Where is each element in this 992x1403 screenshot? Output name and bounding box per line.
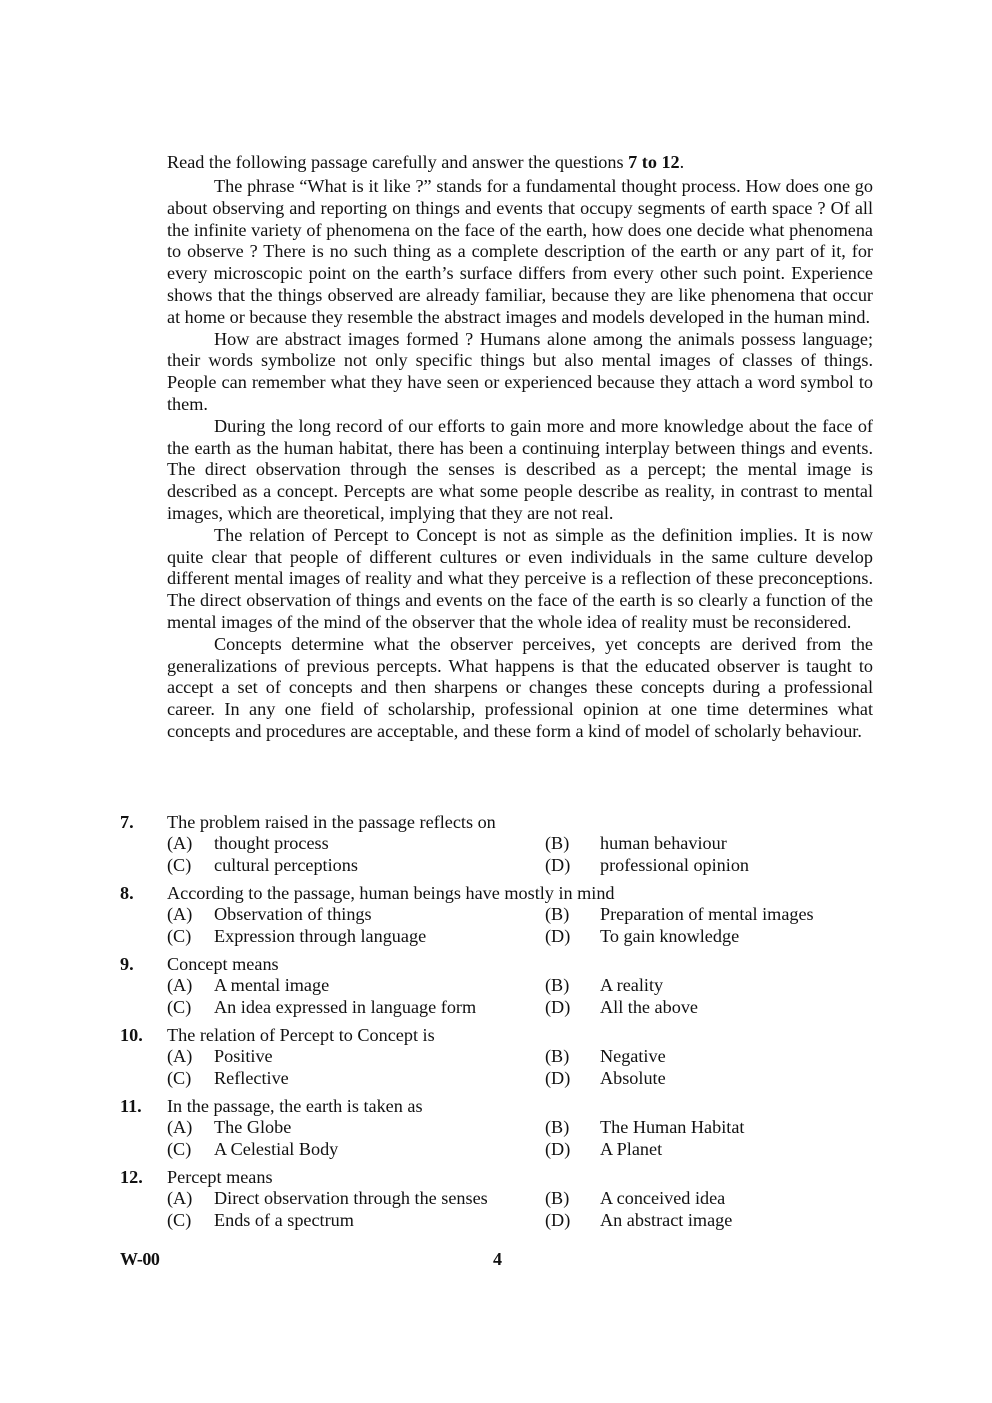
question-text: In the passage, the earth is taken as <box>167 1096 423 1116</box>
option-text: Negative <box>600 1046 666 1066</box>
option-b[interactable] <box>545 1117 875 1139</box>
question-10 <box>120 1024 880 1089</box>
option-b[interactable] <box>545 1188 875 1210</box>
option-text: human behaviour <box>600 833 727 853</box>
option-label: (D) <box>545 854 571 875</box>
option-label: (D) <box>545 996 571 1017</box>
page-number: 4 <box>493 1249 502 1269</box>
option-d[interactable] <box>545 855 875 877</box>
option-a[interactable] <box>167 975 545 997</box>
option-label: (B) <box>545 904 570 924</box>
option-c[interactable] <box>167 926 545 948</box>
instruction-suffix: . <box>679 152 685 172</box>
question-12 <box>120 1166 880 1231</box>
question-text: The relation of Percept to Concept is <box>167 1025 435 1045</box>
page-footer <box>120 1249 880 1273</box>
option-a[interactable] <box>167 904 545 926</box>
option-a[interactable] <box>167 833 545 855</box>
option-text: A Celestial Body <box>214 1138 339 1159</box>
option-text: All the above <box>600 996 698 1017</box>
question-text: According to the passage, human beings have mostly in mind <box>167 883 615 903</box>
question-list <box>120 811 880 1237</box>
option-c[interactable] <box>167 1068 545 1090</box>
option-label: (A) <box>167 833 193 853</box>
option-c[interactable] <box>167 855 545 877</box>
option-text: An idea expressed in language form <box>214 996 477 1017</box>
option-text: To gain knowledge <box>600 925 740 946</box>
option-b[interactable] <box>545 833 875 855</box>
option-text: A mental image <box>214 975 330 995</box>
option-d[interactable] <box>545 997 875 1019</box>
option-text: Absolute <box>600 1067 666 1088</box>
option-text: An abstract image <box>600 1209 733 1230</box>
option-label: (C) <box>167 1067 192 1088</box>
passage-paragraph-5: Concepts determine what the observer perceives, yet concepts are derived from the generalizations of previous percepts. What happens is that the educated observer is taught to accept a set of concepts and then sharpens or changes these concepts during a professional career. In any one field of scholarship, professional opinion at one time determines what concepts and procedures are acceptable, and these form a kind of model of scholarly behaviour. <box>167 633 873 741</box>
option-d[interactable] <box>545 1210 875 1232</box>
option-text: Observation of things <box>214 904 372 924</box>
question-number: 10. <box>120 1025 143 1045</box>
passage-instruction <box>167 151 873 173</box>
option-label: (A) <box>167 1188 193 1208</box>
question-range: 7 to 12 <box>628 152 680 172</box>
option-label: (A) <box>167 1046 193 1066</box>
question-number: 7. <box>120 812 134 832</box>
option-a[interactable] <box>167 1046 545 1068</box>
option-label: (C) <box>167 854 192 875</box>
instruction-prefix: Read the following passage carefully and answer the questions <box>167 152 629 172</box>
option-label: (B) <box>545 975 570 995</box>
paper-code: W-00 <box>120 1249 160 1269</box>
option-label: (D) <box>545 925 571 946</box>
option-text: Positive <box>214 1046 273 1066</box>
option-c[interactable] <box>167 1139 545 1161</box>
question-number: 11. <box>120 1096 142 1116</box>
option-text: professional opinion <box>600 854 750 875</box>
option-label: (D) <box>545 1209 571 1230</box>
option-text: A Planet <box>600 1138 663 1159</box>
option-text: The Human Habitat <box>600 1117 745 1137</box>
option-b[interactable] <box>545 904 875 926</box>
option-label: (C) <box>167 925 192 946</box>
option-label: (D) <box>545 1067 571 1088</box>
question-number: 12. <box>120 1167 143 1187</box>
passage-paragraph-1: The phrase “What is it like ?” stands for a fundamental thought process. How does one go about observing and reporting on things and events that occupy segments of earth space ? Of all the infinite variety of phenomena on the face of the earth, how does one decide what phenomena to observe ? There is no such thing as a complete description of the earth or any part of it, for every microscopic point on the earth’s surface differs from every other such point. Experience shows that the things observed are already familiar, because they are like phenomena that occur at home or because they resemble the abstract images and models developed in the human mind. <box>167 176 873 327</box>
option-b[interactable] <box>545 975 875 997</box>
option-label: (B) <box>545 1117 570 1137</box>
passage-paragraph-4: The relation of Percept to Concept is not as simple as the definition implies. It is now quite clear that people of different cultures or even individuals in the same culture develop different mental images of reality and what they perceive is a reflection of these preconceptions. The direct observation of things and events on the face of the earth is so clearly a function of the mental images of the mind of the observer that the whole idea of reality must be reconsidered. <box>167 524 873 632</box>
question-text: Percept means <box>167 1167 273 1187</box>
option-text: cultural perceptions <box>214 854 358 875</box>
option-label: (B) <box>545 1188 570 1208</box>
option-label: (D) <box>545 1138 571 1159</box>
option-text: thought process <box>214 833 329 853</box>
option-text: Reflective <box>214 1067 289 1088</box>
question-text: Concept means <box>167 954 279 974</box>
reading-passage <box>167 176 873 743</box>
option-text: The Globe <box>214 1117 292 1137</box>
question-9 <box>120 953 880 1018</box>
option-c[interactable] <box>167 1210 545 1232</box>
option-d[interactable] <box>545 926 875 948</box>
question-7 <box>120 811 880 876</box>
option-a[interactable] <box>167 1117 545 1139</box>
option-d[interactable] <box>545 1139 875 1161</box>
passage-paragraph-2: How are abstract images formed ? Humans alone among the animals possess language; their words symbolize not only specific things but also mental images of classes of things. People can remember what they have seen or experienced because they attach a word symbol to them. <box>167 328 873 414</box>
option-d[interactable] <box>545 1068 875 1090</box>
option-label: (C) <box>167 1209 192 1230</box>
option-text: Expression through language <box>214 925 427 946</box>
question-number: 9. <box>120 954 134 974</box>
option-label: (B) <box>545 833 570 853</box>
question-11 <box>120 1095 880 1160</box>
option-text: A reality <box>600 975 664 995</box>
option-text: Preparation of mental images <box>600 904 814 924</box>
question-8 <box>120 882 880 947</box>
option-label: (A) <box>167 975 193 995</box>
option-text: Direct observation through the senses <box>214 1188 488 1208</box>
option-label: (B) <box>545 1046 570 1066</box>
option-label: (C) <box>167 1138 192 1159</box>
question-number: 8. <box>120 883 134 903</box>
option-text: A conceived idea <box>600 1188 726 1208</box>
option-a[interactable] <box>167 1188 545 1210</box>
option-text: Ends of a spectrum <box>214 1209 354 1230</box>
question-text: The problem raised in the passage reflects on <box>167 812 496 832</box>
option-label: (A) <box>167 904 193 924</box>
option-label: (C) <box>167 996 192 1017</box>
option-label: (A) <box>167 1117 193 1137</box>
passage-paragraph-3: During the long record of our efforts to gain more and more knowledge about the face of the earth as the human habitat, there has been a continuing interplay between things and events. The direct observation through the senses is described as a percept; the mental image is described as a concept. Percepts are what some people describe as reality, in contrast to mental images, which are theoretical, implying that they are not real. <box>167 415 873 523</box>
option-c[interactable] <box>167 997 545 1019</box>
option-b[interactable] <box>545 1046 875 1068</box>
